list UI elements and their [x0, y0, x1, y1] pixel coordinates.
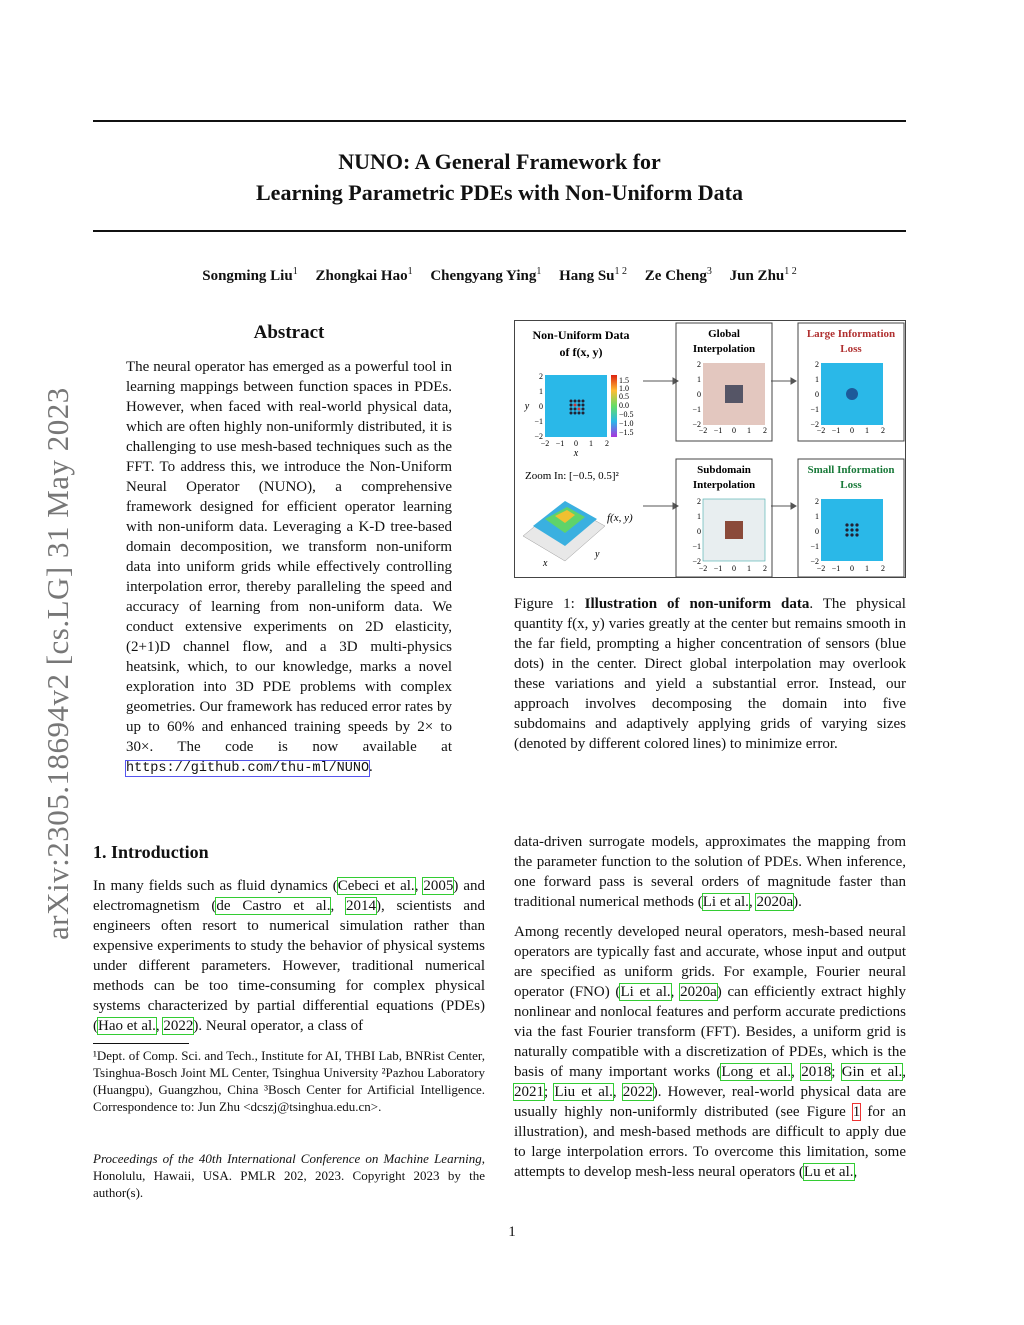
figure-1-caption: Figure 1: Illustration of non-uniform data. The physical quantity f(x, y) varies greatly at the center but remains smooth in the far field, prompting a higher concentration of sensors (blue dots) in the center. Direct global interpolation may overlook these variations and yield a substantial error. Instead, our approach involves decomposing the domain into five subdomains and adaptively applying grids of varying sizes (denoted by different colored lines) to minimize error.: [514, 596, 906, 752]
svg-text:0: 0: [850, 564, 854, 573]
svg-text:−2: −2: [692, 557, 701, 566]
svg-text:1.5: 1.5: [619, 376, 629, 385]
small-loss-x-ticks: [817, 564, 885, 573]
svg-text:−1.0: −1.0: [619, 419, 634, 428]
global-center-block: [725, 385, 743, 403]
code-link[interactable]: https://github.com/thu-ml/NUNO: [126, 761, 370, 776]
svg-text:−1: −1: [713, 564, 723, 573]
citation-link[interactable]: de Castro et al.: [216, 898, 331, 914]
subdomain-center-block: [725, 521, 743, 539]
citation-link[interactable]: 2020a: [756, 894, 794, 910]
small-loss-dots: [845, 523, 858, 536]
citation-link[interactable]: 2022: [622, 1084, 653, 1100]
citation-link[interactable]: Li et al.: [620, 984, 671, 1000]
abstract-body: The neural operator has emerged as a powerful tool in learning mappings between function spaces in PDEs. However, when faced with real-world physical data, which are often highly non-uniformly distributed, it is challenging to use mesh-based techniques such as the FFT. To address this, we introduce the Non-Uniform Neural Operator (NUNO), a comprehensive framework designed for efficient operator learning with non-uniform data. Leveraging a K-D tree-based domain decomposition, we transform non-uniform data into uniform grids while effectively controlling interpolation error, thereby paralleling the speed and accuracy of learning from non-uniform data. We conduct extensive experiments on 2D elasticity, (2+1)D channel flow, and a 3D multi-physics heatsink, which, to our knowledge, marks a novel exploration into 3D PDE problems with complex geometries. Our framework has reduced error rates by up to 60% and enhanced training speeds by 2× to 30×. The code is now available at https://github.com/thu-ml/NUNO.: [126, 359, 452, 776]
svg-text:−1: −1: [810, 405, 819, 414]
subdomain-y-ticks: [692, 497, 701, 566]
svg-text:2: 2: [763, 426, 767, 435]
citation-link[interactable]: 2021: [514, 1084, 544, 1100]
svg-text:1: 1: [865, 564, 869, 573]
figure-1: [514, 320, 906, 578]
paragraph: Among recently developed neural operators, mesh-based neural operators are typically fast and accurate, whose input and output are specified as uniform grids. For example, Fourier neural operator (FNO) (Li et al., 2020a) can efficiently extract highly nonlinear and nonlocal features and perform accurate predictions via the fast Fourier transform (FFT). Besides, a uniform grid is naturally compatible with a discretization of PDEs, which is the basis of many important works (Long et al., 2018; Gin et al., 2021; Liu et al., 2022). However, real-world physical data are usually highly non-uniformly distributed (see Figure 1 for an illustration), and mesh-based methods are difficult to apply due to large interpolation errors. To overcome this limitation, some attempts to develop mesh-less neural operators (Lu et al.,: [514, 924, 907, 1180]
paper-title: [93, 146, 906, 208]
svg-text:0: 0: [815, 390, 819, 399]
panel-subdomain-title-2: Interpolation: [692, 479, 756, 491]
svg-text:−1.5: −1.5: [619, 428, 634, 437]
footnote-rule: [93, 1043, 189, 1044]
svg-text:2: 2: [815, 360, 819, 369]
panel-large-title-2: Loss: [840, 343, 862, 355]
panel-nonuniform-title-2: of f(x, y): [559, 345, 603, 359]
svg-text:−0.5: −0.5: [619, 410, 634, 419]
panel-small-title-1: Small Information: [807, 464, 895, 476]
citation-link[interactable]: 2018: [801, 1064, 832, 1080]
arxiv-identifier: arXiv:2305.18694v2 [cs.LG] 31 May 2023: [40, 387, 75, 940]
panel-global-title-2: Interpolation: [692, 343, 756, 355]
large-loss-x-ticks: [817, 426, 885, 435]
paragraph: data-driven surrogate models, approximates the mapping from the parameter function to the solution of PDEs. When inference, one forward pass is several orders of magnitude faster than traditional numerical methods (Li et al., 2020a).: [514, 834, 906, 910]
intro-left-column: In many fields such as fluid dynamics (Cebeci et al., 2005) and electromagnetism (de Castro et al., 2014), scientists and engineers often resort to numerical simulation rather than expensive experiments to study the behavior of physical systems under different parameters. However, traditional numerical methods can be too time-consuming for complex physical systems characterized by partial differential equations (PDEs) (Hao et al., 2022). Neural operator, a class of: [93, 878, 486, 1034]
panel-nonuniform-title-1: Non-Uniform Data: [532, 328, 630, 342]
nonuniform-y-ticks: [534, 372, 543, 441]
author: Ze Cheng$^3$: [644, 266, 712, 284]
svg-text:0.0: 0.0: [619, 401, 629, 410]
panel-subdomain-title-1: Subdomain: [697, 464, 751, 476]
svg-text:1: 1: [747, 564, 751, 573]
svg-text:0: 0: [815, 527, 819, 536]
svg-text:1: 1: [697, 512, 701, 521]
section-heading-introduction: 1. Introduction: [93, 842, 209, 862]
svg-text:0: 0: [539, 402, 543, 411]
svg-text:0: 0: [732, 564, 736, 573]
title-line-2: Learning Parametric PDEs with Non-Uniform Data: [256, 180, 743, 205]
svg-text:1: 1: [815, 375, 819, 384]
large-loss-y-ticks: [810, 360, 819, 429]
colorbar-ticks: [619, 376, 634, 437]
svg-text:−1: −1: [692, 405, 701, 414]
title-line-1: NUNO: A General Framework for: [338, 149, 661, 174]
citation-link[interactable]: Li et al.: [702, 894, 749, 910]
citation-link[interactable]: 2020a: [680, 984, 717, 1000]
svg-text:1: 1: [815, 512, 819, 521]
small-loss-y-ticks: [810, 497, 819, 566]
svg-text:2: 2: [881, 564, 885, 573]
svg-text:1.0: 1.0: [619, 384, 629, 393]
citation-link[interactable]: Long et al.: [721, 1064, 792, 1080]
citation-link[interactable]: 2014: [346, 898, 377, 914]
subdomain-x-ticks: [699, 564, 767, 573]
author-list: [93, 266, 906, 285]
svg-text:0: 0: [732, 426, 736, 435]
citation-link[interactable]: Gin et al.: [841, 1064, 903, 1080]
affiliations-footnote: ¹Dept. of Comp. Sci. and Tech., Institute for AI, THBI Lab, BNRist Center, Tsinghua-Bosch Joint ML Center, Tsinghua University ²Pazhou Laboratory (Huangpu), Guangzhou, China ³Bosch Center for Artificial Intelligence. Correspondence to: Jun Zhu <dcszj@tsinghua.edu.cn>.: [93, 1048, 485, 1114]
author: Hang $Su^{1 2}$: [559, 266, 628, 284]
global-y-ticks: [692, 360, 701, 429]
svg-text:−1: −1: [534, 417, 543, 426]
panel-global-title-1: Global: [708, 328, 740, 340]
abstract-text: The neural operator has emerged as a powerful tool in learning mappings between function spaces in PDEs. However, when faced with real-world physical data, which are often highly non-uniformly distributed, it is challenging to use mesh-based techniques such as the FFT. To address this, we introduce the Non-Uniform Neural Operator (NUNO), a comprehensive framework designed for efficient operator learning with non-uniform data. Leveraging a K-D tree-based domain decomposition, we transform non-uniform data into uniform grids while effectively controlling interpolation error, thereby paralleling the speed and accuracy of learning from non-uniform data. We conduct extensive experiments on 2D elasticity, (2+1)D channel flow, and a 3D multi-physics heatsink, which, to our knowledge, marks a novel exploration into 3D PDE problems with complex geometries. Our framework has reduced error rates by up to 60% and enhanced training speeds by 2× to 30×. The code is now available at: [126, 359, 452, 755]
surface-plot-3d: [523, 501, 605, 561]
author: Jun Zhu$^{1 2}$: [729, 266, 797, 284]
title-rule-bottom: [93, 230, 906, 232]
panel-large-title-1: Large Information: [806, 328, 896, 340]
intro-right-column: [514, 832, 906, 1192]
author: Songming Liu$^1$: [202, 266, 298, 284]
svg-text:0: 0: [850, 426, 854, 435]
svg-text:2: 2: [697, 360, 701, 369]
large-loss-center: [846, 388, 858, 400]
svg-text:−1: −1: [713, 426, 723, 435]
svg-text:2: 2: [881, 426, 885, 435]
y-axis-label: y: [524, 401, 530, 412]
svg-text:1: 1: [697, 375, 701, 384]
surface-y-label: y: [595, 549, 600, 560]
citation-link[interactable]: Cebeci et al.: [337, 878, 415, 894]
figure-ref-link[interactable]: 1: [852, 1104, 861, 1120]
svg-text:1: 1: [747, 426, 751, 435]
x-axis-label: x: [573, 448, 579, 459]
svg-text:−2: −2: [810, 420, 819, 429]
svg-text:2: 2: [539, 372, 543, 381]
svg-text:−1: −1: [555, 439, 565, 448]
svg-text:−2: −2: [534, 432, 543, 441]
svg-text:1: 1: [539, 387, 543, 396]
citation-link[interactable]: Hao et al.: [98, 1018, 156, 1034]
svg-text:0: 0: [574, 439, 578, 448]
svg-text:1: 1: [865, 426, 869, 435]
svg-text:−1: −1: [810, 542, 819, 551]
caption-bold: Illustration of non-uniform data: [584, 596, 810, 612]
svg-text:1: 1: [589, 439, 593, 448]
surface-x-label: x: [543, 558, 548, 569]
svg-text:0: 0: [697, 390, 701, 399]
zoom-label: Zoom In: [−0.5, 0.5]²: [525, 470, 619, 482]
citation-link[interactable]: 2022: [163, 1018, 194, 1034]
svg-text:−2: −2: [540, 439, 550, 448]
proceedings-note: Proceedings of the 40th International Conference on Machine Learning, Honolulu, Hawaii, USA. PMLR 202, 2023. Copyright 2023 by the author(s).: [93, 1151, 485, 1200]
svg-text:−1: −1: [692, 542, 701, 551]
svg-text:0.5: 0.5: [619, 392, 629, 401]
abstract-heading: Abstract: [253, 322, 325, 343]
svg-text:2: 2: [815, 497, 819, 506]
global-x-ticks: [699, 426, 767, 435]
panel-small-title-2: Loss: [840, 479, 862, 491]
svg-text:0: 0: [697, 527, 701, 536]
author: Chengyang Ying$^1$: [430, 266, 542, 284]
citation-link[interactable]: 2005: [423, 878, 454, 894]
svg-text:2: 2: [697, 497, 701, 506]
svg-text:−2: −2: [698, 564, 708, 573]
page-number: 1: [508, 1224, 516, 1240]
citation-link[interactable]: Liu et al.: [554, 1084, 613, 1100]
citation-link[interactable]: Lu et al.: [803, 1164, 854, 1180]
svg-text:2: 2: [763, 564, 767, 573]
author: Zhongkai Hao$^1$: [315, 266, 413, 284]
svg-text:−1: −1: [831, 564, 841, 573]
svg-text:−2: −2: [692, 420, 701, 429]
svg-text:−1: −1: [831, 426, 841, 435]
fxy-label: f(x, y): [607, 512, 633, 524]
svg-text:2: 2: [605, 439, 609, 448]
nonuniform-x-ticks: [541, 439, 609, 448]
svg-text:−2: −2: [816, 564, 826, 573]
colorbar: [611, 375, 617, 437]
svg-text:−2: −2: [698, 426, 708, 435]
svg-text:−2: −2: [810, 557, 819, 566]
svg-text:−2: −2: [816, 426, 826, 435]
title-rule-top: [93, 120, 906, 122]
